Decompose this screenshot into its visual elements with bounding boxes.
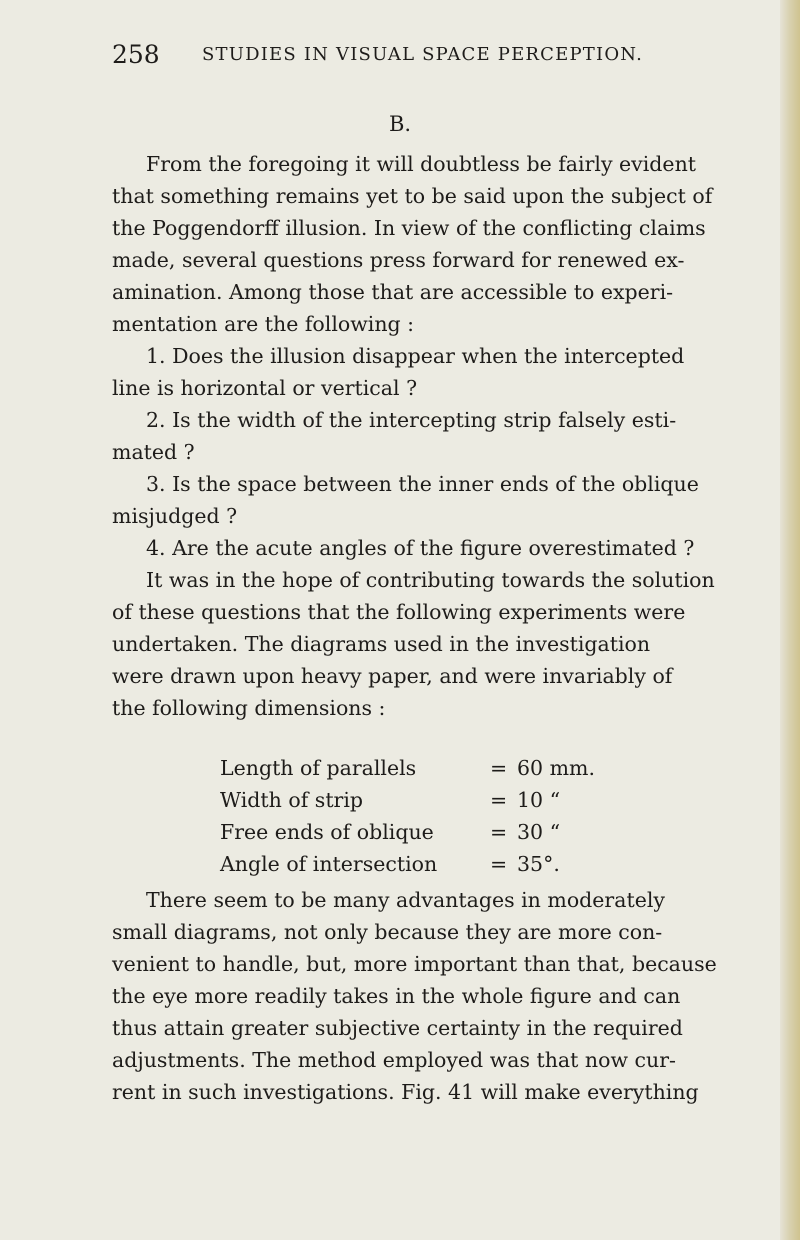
dimension-label: Width of strip — [220, 788, 364, 812]
text-line: From the foregoing it will doubtless be fairly evident — [146, 152, 697, 176]
text-line: mated ? — [112, 440, 195, 464]
text-line: 4. Are the acute angles of the figure overestimated ? — [146, 536, 695, 560]
text-line: venient to handle, but, more important than that, because — [112, 952, 717, 976]
equals-sign: = — [490, 820, 508, 844]
text-line: made, several questions press forward for renewed ex- — [112, 248, 685, 272]
dimension-row — [220, 848, 740, 880]
section-heading: B. — [388, 112, 412, 136]
dimensions-table — [220, 752, 740, 880]
body-text — [112, 148, 792, 724]
equals-sign: = — [490, 852, 508, 876]
paragraph-1 — [112, 148, 792, 724]
text-line: thus attain greater subjective certainty in the required — [112, 1016, 683, 1040]
dimension-label: Angle of intersection — [220, 852, 438, 876]
text-line: the following dimensions : — [112, 696, 386, 720]
text-line: It was in the hope of contributing towards the solution — [146, 568, 715, 592]
dimension-value: 10 “ — [517, 788, 561, 812]
dimension-value: 35°. — [517, 852, 560, 876]
text-line: There seem to be many advantages in moderately — [146, 888, 665, 912]
running-head: STUDIES IN VISUAL SPACE PERCEPTION. — [202, 44, 643, 65]
dimension-label: Free ends of oblique — [220, 820, 434, 844]
text-line: the eye more readily takes in the whole figure and can — [112, 984, 681, 1008]
text-line: 1. Does the illusion disappear when the intercepted — [146, 344, 685, 368]
page-header — [112, 28, 672, 68]
equals-sign: = — [490, 756, 508, 780]
text-line: 3. Is the space between the inner ends of the oblique — [146, 472, 699, 496]
dimension-row — [220, 816, 740, 848]
text-line: 2. Is the width of the intercepting strip falsely esti- — [146, 408, 677, 432]
text-line: adjustments. The method employed was that now cur- — [112, 1048, 676, 1072]
body-text-continued — [112, 884, 792, 1108]
text-line: undertaken. The diagrams used in the investigation — [112, 632, 651, 656]
text-line: misjudged ? — [112, 504, 238, 528]
text-line: the Poggendorff illusion. In view of the conflicting claims — [112, 216, 706, 240]
text-line: of these questions that the following experiments were — [112, 600, 686, 624]
text-line: amination. Among those that are accessible to experi- — [112, 280, 674, 304]
text-line: that something remains yet to be said upon the subject of — [112, 184, 713, 208]
dimension-value: 60 mm. — [517, 756, 595, 780]
dimension-value: 30 “ — [517, 820, 561, 844]
dimension-row — [220, 784, 740, 816]
dimension-row — [220, 752, 740, 784]
equals-sign: = — [490, 788, 508, 812]
text-line: were drawn upon heavy paper, and were invariably of — [112, 664, 673, 688]
dimension-label: Length of parallels — [220, 756, 417, 780]
text-line: small diagrams, not only because they are more con- — [112, 920, 663, 944]
text-line: line is horizontal or vertical ? — [112, 376, 418, 400]
paragraph-2 — [112, 884, 792, 1108]
page-number: 258 — [112, 40, 160, 69]
text-line: mentation are the following : — [112, 312, 415, 336]
text-line: rent in such investigations. Fig. 41 will make everything — [112, 1080, 699, 1104]
